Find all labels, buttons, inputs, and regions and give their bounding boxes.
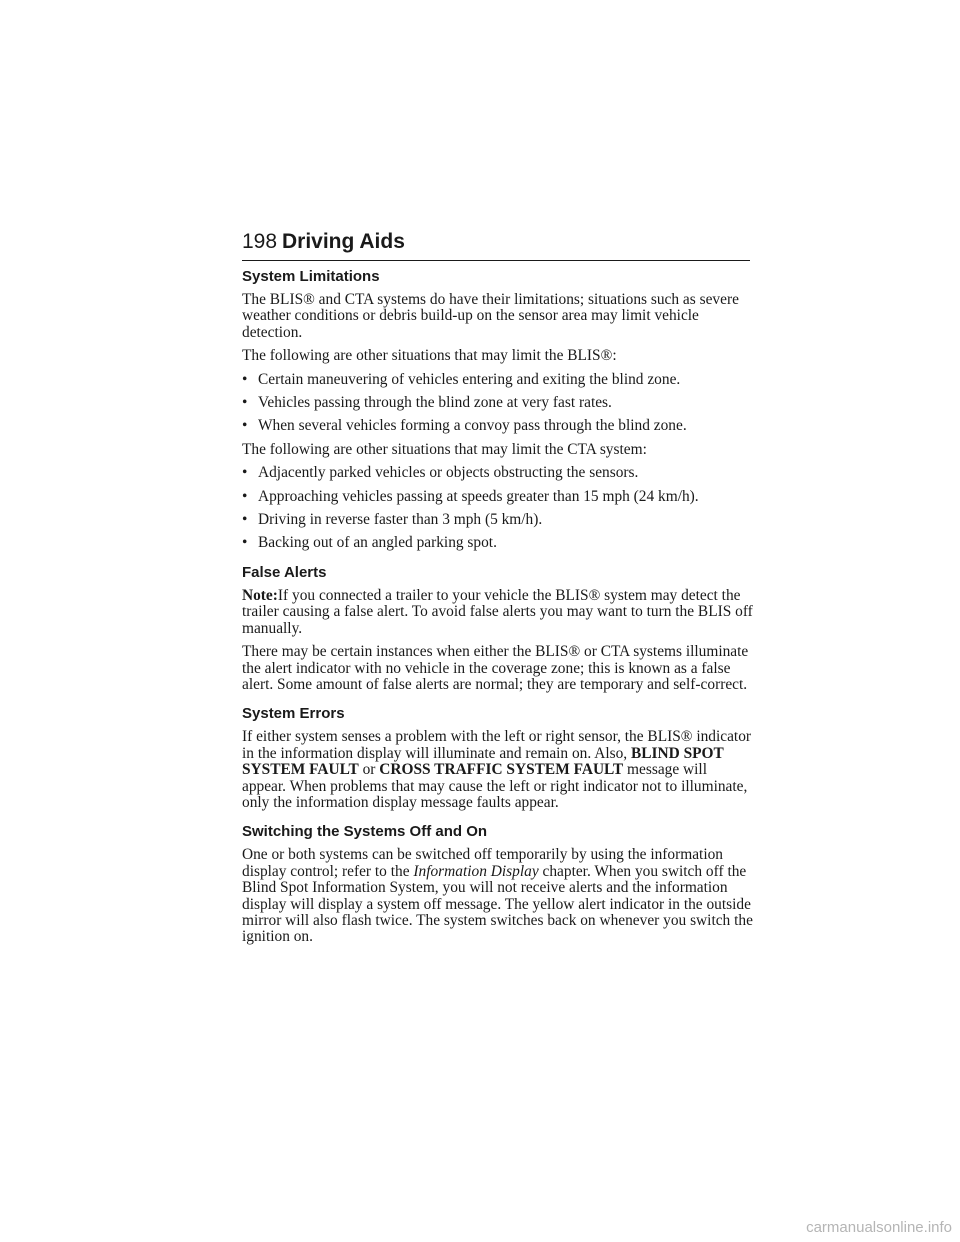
list-item-text: Backing out of an angled parking spot.	[258, 534, 497, 552]
list-item	[242, 489, 754, 505]
blis-lead: The following are other situations that may limit the BLIS®:	[242, 347, 617, 365]
page-number: 198	[242, 230, 278, 253]
note-text: If you connected a trailer to your vehicle the BLIS® system may detect the trailer causing a false alert. To avoid false alerts you may want to turn the BLIS off manually.	[242, 586, 753, 637]
chapter-reference: Information Display	[413, 862, 539, 880]
section-heading-limitations: System Limitations	[242, 268, 380, 285]
list-item	[242, 535, 754, 551]
bullet-icon: •	[242, 534, 248, 552]
list-item	[242, 372, 754, 388]
list-item	[242, 395, 754, 411]
system-errors-body	[242, 729, 754, 811]
list-item-text: Vehicles passing through the blind zone at very fast rates.	[258, 394, 612, 412]
section-heading-system-errors: System Errors	[242, 705, 345, 723]
limitations-intro: The BLIS® and CTA systems do have their limitations; situations such as severe weather conditions or debris build-up on the sensor area may limit vehicle detection.	[242, 291, 739, 341]
errors-text-1: If either system senses a problem with the left or right sensor, the BLIS® indicator in the information display will illuminate and remain on. Also,	[242, 728, 752, 762]
bullet-icon: •	[242, 417, 248, 435]
blind-spot-fault-message: BLIND SPOT SYSTEM FAULT	[242, 744, 724, 779]
bullet-icon: •	[242, 511, 248, 529]
list-item-text: Certain maneuvering of vehicles entering and exiting the blind zone.	[258, 370, 681, 388]
section-heading-switching: Switching the Systems Off and On	[242, 823, 488, 841]
switching-text-2: chapter. When you switch off the Blind Spot Information System, you will not receive alerts and the information display will display a system off message. The yellow alert indicator in the outside mirror will also flash twice. The system switches back on whenever you switch the ignition on.	[242, 862, 753, 946]
page-header	[242, 230, 750, 261]
errors-text-or: or	[362, 761, 376, 779]
cross-traffic-fault-message: CROSS TRAFFIC SYSTEM FAULT	[379, 761, 624, 779]
bullet-icon: •	[242, 394, 248, 412]
cta-limit-list	[242, 465, 754, 552]
false-alert-body: There may be certain instances when either the BLIS® or CTA systems illuminate the alert indicator with no vehicle in the coverage zone; this is known as a false alert. Some amount of false alerts are normal; they are temporary and self-correct.	[242, 643, 749, 693]
list-item	[242, 418, 754, 434]
switching-text-1: One or both systems can be switched off temporarily by using the information display control; refer to the	[242, 846, 724, 880]
list-item-text: Adjacently parked vehicles or objects obstructing the sensors.	[258, 464, 639, 482]
note-label: Note:	[242, 586, 278, 604]
false-alert-note	[242, 588, 754, 637]
bullet-icon: •	[242, 487, 248, 505]
list-item	[242, 512, 754, 528]
cta-lead: The following are other situations that may limit the CTA system:	[242, 440, 647, 458]
blis-limit-list	[242, 372, 754, 435]
list-item-text: When several vehicles forming a convoy pass through the blind zone.	[258, 417, 687, 435]
watermark-text: carmanualsonline.info	[806, 1219, 952, 1236]
chapter-title: Driving Aids	[282, 230, 405, 253]
page-content	[242, 268, 754, 953]
bullet-icon: •	[242, 370, 248, 388]
list-item-text: Driving in reverse faster than 3 mph (5 km/h).	[258, 511, 543, 529]
section-heading-false-alerts: False Alerts	[242, 563, 327, 581]
list-item	[242, 465, 754, 481]
bullet-icon: •	[242, 464, 248, 482]
list-item-text: Approaching vehicles passing at speeds greater than 15 mph (24 km/h).	[258, 487, 699, 505]
switching-body	[242, 847, 754, 945]
errors-text-2: message will appear. When problems that may cause the left or right indicator not to illuminate, only the information display message faults appear.	[242, 761, 748, 811]
